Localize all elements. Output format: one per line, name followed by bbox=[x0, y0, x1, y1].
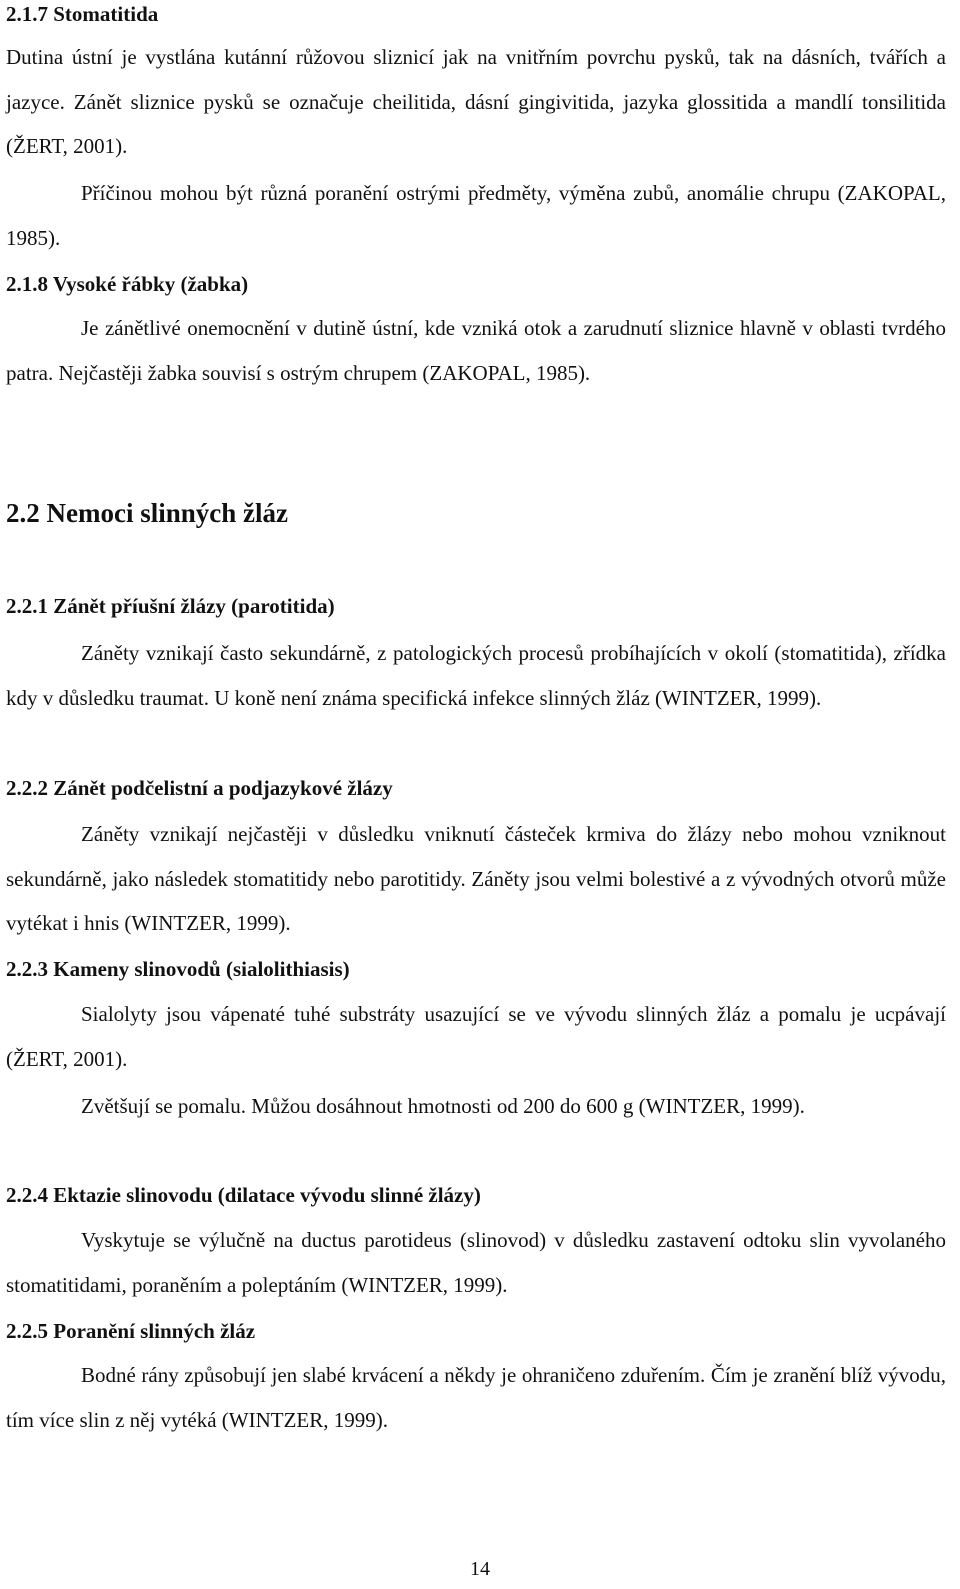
heading-2-2-4: 2.2.4 Ektazie slinovodu (dilatace vývodu slinné žlázy) bbox=[6, 1183, 481, 1207]
paragraph-stomatitida-1: Dutina ústní je vystlána kutánní růžovou sliznicí jak na vnitřním povrchu pysků, tak na dásních, tvářích a jazyce. Zánět sliznice pysků se označuje cheilitida, dásní gingivitida, jazyka glossitida a mandlí tonsilitida (ŽERT, 2001). bbox=[6, 45, 946, 158]
heading-2-2: 2.2 Nemoci slinných žláz bbox=[6, 498, 288, 528]
heading-2-2-2: 2.2.2 Zánět podčelistní a podjazykové žlázy bbox=[6, 776, 393, 800]
heading-2-1-8: 2.1.8 Vysoké řábky (žabka) bbox=[6, 272, 249, 296]
heading-2-2-3: 2.2.3 Kameny slinovodů (sialolithiasis) bbox=[6, 957, 350, 981]
paragraph-kameny-1: Sialolyty jsou vápenaté tuhé substráty usazující se ve vývodu slinných žláz a pomalu je ucpávají (ŽERT, 2001). bbox=[6, 1002, 946, 1071]
heading-2-2-1: 2.2.1 Zánět příušní žlázy (parotitida) bbox=[6, 594, 335, 618]
page-number: 14 bbox=[470, 1558, 490, 1580]
paragraph-zabka: Je zánětlivé onemocnění v dutině ústní, kde vzniká otok a zarudnutí sliznice hlavně v oblasti tvrdého patra. Nejčastěji žabka souvisí s ostrým chrupem (ZAKOPAL, 1985). bbox=[6, 316, 946, 385]
paragraph-poraneni: Bodné rány způsobují jen slabé krvácení a někdy je ohraničeno zduřením. Čím je zranění blíž vývodu, tím více slin z něj vytéká (WINTZER, 1999). bbox=[6, 1363, 946, 1432]
paragraph-podcelistni: Záněty vznikají nejčastěji v důsledku vniknutí částeček krmiva do žlázy nebo mohou vzniknout sekundárně, jako následek stomatitidy nebo parotitidy. Záněty jsou velmi bolestivé a z vývodných otvorů může vytékat i hnis (WINTZER, 1999). bbox=[6, 822, 946, 935]
paragraph-parotitida: Záněty vznikají často sekundárně, z patologických procesů probíhajících v okolí (stomatitida), zřídka kdy v důsledku traumat. U koně není známa specifická infekce slinných žláz (WINTZER, 1999). bbox=[6, 641, 946, 710]
heading-2-1-7: 2.1.7 Stomatitida bbox=[6, 2, 159, 26]
paragraph-kameny-2: Zvětšují se pomalu. Můžou dosáhnout hmotnosti od 200 do 600 g (WINTZER, 1999). bbox=[81, 1094, 805, 1118]
paragraph-ektazie: Vyskytuje se výlučně na ductus parotideus (slinovod) v důsledku zastavení odtoku slin vyvolaného stomatitidami, poraněním a poleptáním (WINTZER, 1999). bbox=[6, 1228, 946, 1297]
paragraph-stomatitida-2: Příčinou mohou být různá poranění ostrými předměty, výměna zubů, anomálie chrupu (ZAKOPAL, 1985). bbox=[6, 181, 946, 250]
heading-2-2-5: 2.2.5 Poranění slinných žláz bbox=[6, 1319, 256, 1343]
